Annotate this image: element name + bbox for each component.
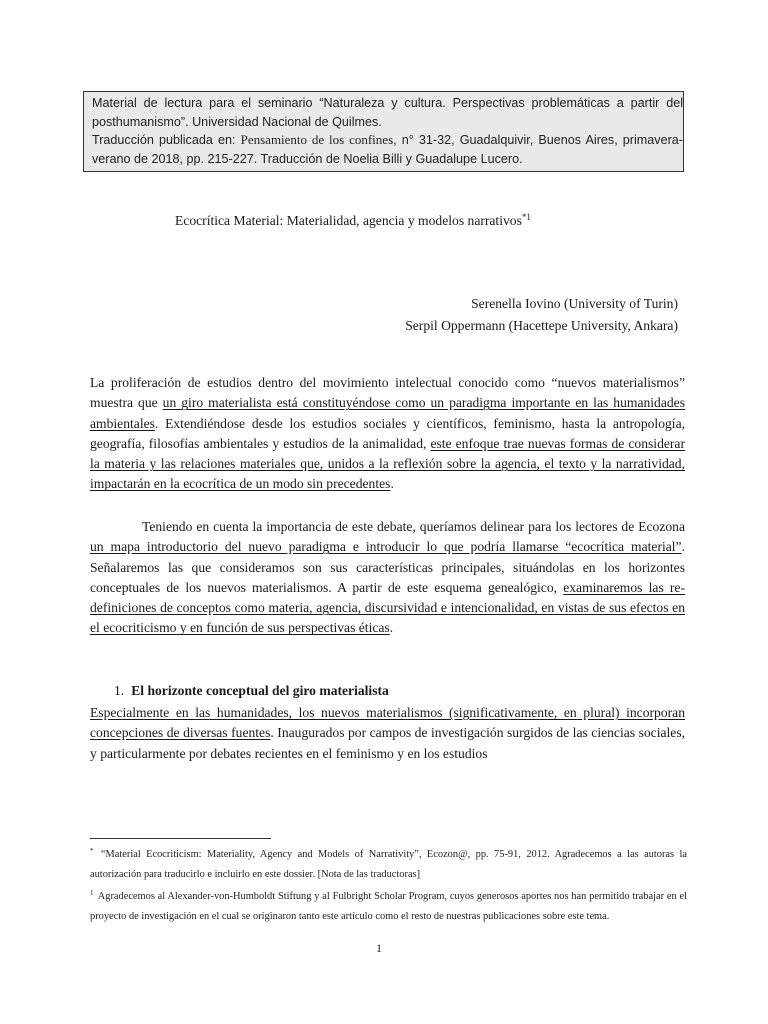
author-block	[405, 293, 678, 337]
article-title-text: Ecocrítica Material: Materialidad, agencia y modelos narrativos	[175, 213, 522, 228]
para1-text-a: La proliferación de estudios dentro del movimiento intelectual conocido como “nuevos materialismos” muestra que	[90, 375, 685, 411]
paragraph-1	[90, 373, 685, 495]
article-title	[175, 212, 531, 229]
footnote-asterisk	[90, 842, 687, 884]
para2-text-c: .	[389, 620, 394, 636]
author-oppermann: Serpil Oppermann (Hacettepe University, Ankara)	[405, 318, 678, 333]
notice-publication-line	[92, 131, 683, 168]
footnote-separator	[90, 838, 271, 839]
section-title: El horizonte conceptual del giro materialista	[131, 683, 389, 698]
title-footnote-marks: *1	[521, 212, 531, 222]
page-number: 1	[376, 941, 382, 955]
footnote-text-1: Agradecemos al Alexander-von-Humboldt Stiftung y al Fulbright Scholar Program, cuyos generosos aportes nos han permitido trabajar en el proyecto de investigación en el cual se originaron tanto este artículo como el resto de nuestras publicaciones sobre este tema.	[90, 891, 687, 922]
author-iovino: Serenella Iovino (University of Turin)	[471, 296, 678, 311]
notice-seminar-line: Material de lectura para el seminario “Naturaleza y cultura. Perspectivas problemáticas a partir del posthumanismo”. Universidad Nacional de Quilmes.	[92, 96, 683, 129]
reading-material-notice	[83, 91, 684, 172]
para3-underlined: Especialmente en las humanidades, los nuevos materialismos (significativamente, en plural) incorporan concepciones de diversas fuentes	[90, 705, 685, 741]
notice-publication-details: , n° 31-32, Guadalquivir, Buenos Aires, primavera-verano de 2018, pp. 215-227. Traducción de Noelia Billi y Guadalupe Lucero.	[92, 133, 683, 166]
section-heading-1	[114, 683, 389, 699]
section-number: 1.	[114, 683, 125, 698]
notice-publication-prefix: Traducción publicada en:	[92, 133, 241, 148]
notice-journal-name: Pensamiento de los confines	[240, 132, 394, 148]
para1-underlined-a: un giro materialista está constituyéndose como un paradigma importante en las humanidades ambientales	[90, 395, 685, 431]
footnote-text-asterisk: “Material Ecocriticism: Materiality, Agency and Models of Narrativity”, Ecozon@, pp. 75-91, 2012. Agradecemos a las autoras la autorización para traducirlo e incluirlo en este dossier. [Nota de las traductoras]	[90, 849, 687, 880]
para3-text: . Inaugurados por campos de investigación surgidos de las ciencias sociales, y particularmente por debates recientes en el feminismo y en los estudios	[90, 725, 686, 761]
para1-underlined-b: este enfoque trae nuevas formas de considerar la materia y las relaciones materiales que, unidos a la reflexión sobre la agencia, el texto y la narratividad, impactarán en la ecocrítica de un modo sin precedentes	[90, 435, 685, 492]
para2-text-b: . Señalaremos las que consideramos son sus características principales, situándolas en los horizontes conceptuales de los nuevos materialismos. A partir de este esquema genealógico,	[90, 539, 685, 595]
footnotes	[90, 842, 687, 926]
footnote-mark-asterisk: *	[90, 847, 94, 855]
paragraph-3	[90, 703, 685, 764]
para2-text-a: Teniendo en cuenta la importancia de este debate, queríamos delinear para los lectores de Ecozona	[142, 519, 685, 534]
para2-underlined-a: un mapa introductorio del nuevo paradigma e introducir lo que podría llamarse “ecocrítica material”	[90, 539, 682, 555]
para2-underlined-b: examinaremos las re-definiciones de conceptos como materia, agencia, discursividad e intencionalidad, en vistas de sus efectos en el ecocriticismo y en función de sus perspectivas éticas	[90, 579, 685, 636]
paragraph-2	[90, 517, 685, 639]
footnote-mark-1: 1	[90, 889, 94, 897]
para1-text-c: .	[390, 476, 394, 492]
footnote-1	[90, 884, 687, 926]
para1-text-b: . Extendiéndose desde los estudios sociales y científicos, feminismo, hasta la antropología, geografía, filosofías ambientales y estudios de la animalidad,	[90, 415, 685, 451]
